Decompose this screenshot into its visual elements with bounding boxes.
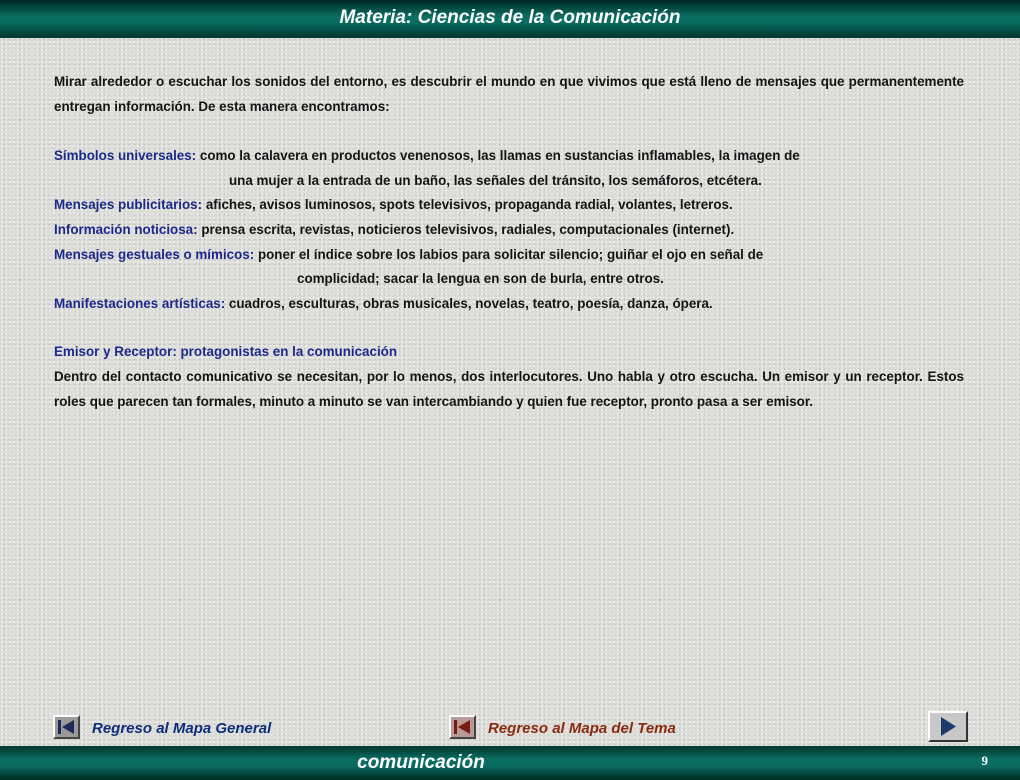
item-label-gestuales: Mensajes gestuales o mímicos: bbox=[54, 246, 255, 262]
page-number: 9 bbox=[981, 753, 988, 768]
back-to-topic-map-link[interactable]: Regreso al Mapa del Tema bbox=[488, 720, 676, 737]
list-item bbox=[54, 218, 964, 243]
item-label-simbolos: Símbolos universales: bbox=[54, 148, 197, 164]
item-label-noticiosa: Información noticiosa: bbox=[54, 221, 198, 237]
play-next-icon bbox=[930, 713, 966, 740]
intro-paragraph: Mirar alrededor o escuchar los sonidos del entorno, es descubrir el mundo en que vivimos que está lleno de mensajes que permanentemente entregan información. De esta manera encontramos: bbox=[54, 74, 964, 114]
section-paragraph: Dentro del contacto comunicativo se necesitan, por lo menos, dos interlocutores. Uno habla y otro escucha. Un emisor y un receptor. Estos roles que parecen tan formales, minuto a minuto se van intercambiando y quien fue receptor, pronto pasa a ser emisor. bbox=[54, 368, 964, 409]
item-label-publicitarios: Mensajes publicitarios: bbox=[54, 197, 203, 213]
list-item bbox=[54, 193, 964, 218]
item-text: prensa escrita, revistas, noticieros televisivos, radiales, computacionales (internet). bbox=[201, 221, 735, 237]
main-content bbox=[54, 70, 964, 414]
footer-bar bbox=[0, 746, 1020, 780]
item-text: cuadros, esculturas, obras musicales, novelas, teatro, poesía, danza, ópera. bbox=[228, 295, 713, 311]
back-to-topic-map-button[interactable] bbox=[449, 715, 476, 739]
item-text: como la calavera en productos venenosos, las llamas en sustancias inflamables, la imagen de bbox=[199, 148, 800, 164]
footer-text: comunicación bbox=[357, 752, 485, 773]
list-item bbox=[54, 144, 964, 193]
skip-back-icon bbox=[451, 717, 474, 737]
skip-back-icon bbox=[55, 717, 78, 737]
item-text: afiches, avisos luminosos, spots televisivos, propaganda radial, volantes, letreros. bbox=[205, 197, 733, 213]
next-page-button[interactable] bbox=[928, 711, 968, 742]
item-text-continuation: una mujer a la entrada de un baño, las señales del tránsito, los semáforos, etcétera. bbox=[229, 172, 762, 188]
item-label-artisticas: Manifestaciones artísticas: bbox=[54, 295, 226, 311]
back-to-general-map-button[interactable] bbox=[53, 715, 80, 739]
list-item bbox=[54, 243, 964, 292]
list-item bbox=[54, 292, 964, 317]
header-bar bbox=[0, 0, 1020, 38]
item-text-continuation: complicidad; sacar la lengua en son de burla, entre otros. bbox=[297, 271, 664, 287]
back-to-general-map-link[interactable]: Regreso al Mapa General bbox=[92, 720, 272, 737]
section-heading: Emisor y Receptor: protagonistas en la comunicación bbox=[54, 344, 398, 360]
item-text: poner el índice sobre los labios para solicitar silencio; guiñar el ojo en señal de bbox=[257, 246, 764, 262]
page-title: Materia: Ciencias de la Comunicación bbox=[339, 7, 681, 28]
